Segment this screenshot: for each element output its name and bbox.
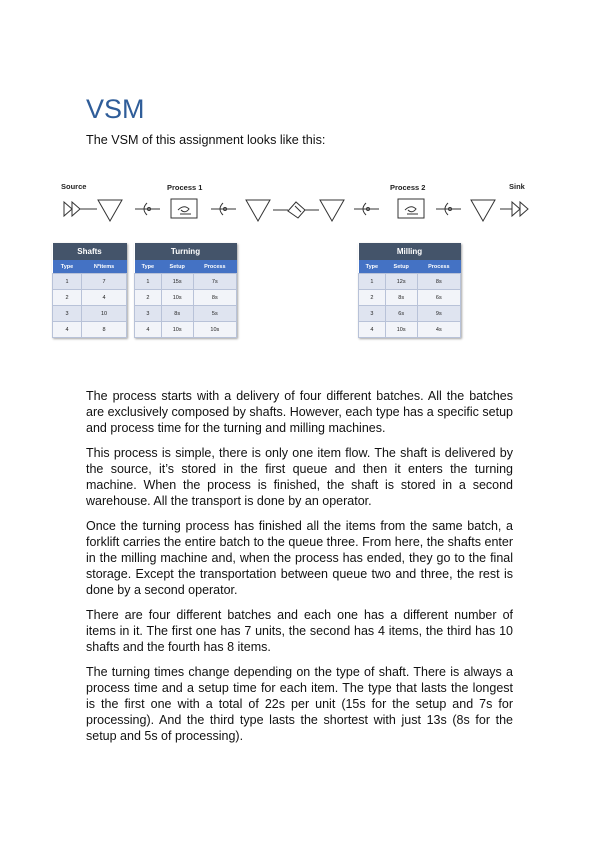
body-text <box>86 388 513 753</box>
source-label: Source <box>61 182 87 191</box>
column-header: Setup <box>161 260 193 274</box>
table-cell: 4 <box>82 290 127 306</box>
paragraph: The process starts with a delivery of four different batches. All the batches are exclusively composed by shafts. However, each type has a specific setup and process time for the turning and milling machines. <box>86 389 513 435</box>
table-cell: 2 <box>53 290 82 306</box>
source-icon <box>64 202 97 216</box>
queue-2-icon <box>246 200 270 221</box>
paragraph: The turning times change depending on the type of shaft. There is always a process time and a setup time for each item. The type that lasts the longest is the first one with a total of 22s per unit (15s for the setup and 7s for processing). And the third type lasts the shortest with just 13s (8s for the setup and 5s of processing). <box>86 665 513 743</box>
table-row <box>135 322 237 338</box>
column-header: Type <box>53 260 82 274</box>
intro-text: The VSM of this assignment looks like this: <box>86 133 326 147</box>
table-cell: 4s <box>417 322 460 338</box>
table-cell: 3 <box>53 306 82 322</box>
table-cell: 8s <box>385 290 417 306</box>
shafts-table <box>52 243 127 338</box>
table-cell: 3 <box>359 306 386 322</box>
queue-1-icon <box>98 200 122 221</box>
milling-table <box>358 243 461 338</box>
table-row <box>53 290 127 306</box>
table-cell: 10s <box>193 322 236 338</box>
table-cell: 4 <box>53 322 82 338</box>
table-cell: 9s <box>417 306 460 322</box>
queue-4-icon <box>471 200 495 221</box>
queue-3-icon <box>320 200 344 221</box>
column-header: Process <box>193 260 236 274</box>
turning-table-title: Turning <box>135 243 237 260</box>
sink-label: Sink <box>509 182 525 191</box>
table-cell: 5s <box>193 306 236 322</box>
table-row <box>359 274 461 290</box>
table-cell: 7 <box>82 274 127 290</box>
turning-machine-icon <box>171 199 197 218</box>
milling-machine-icon <box>398 199 424 218</box>
table-row <box>53 274 127 290</box>
shafts-table-title: Shafts <box>53 243 127 260</box>
table-row <box>135 306 237 322</box>
table-cell: 7s <box>193 274 236 290</box>
column-header: Type <box>135 260 162 274</box>
table-row <box>53 306 127 322</box>
table-cell: 10s <box>161 290 193 306</box>
table-cell: 8s <box>161 306 193 322</box>
paragraph: Once the turning process has finished all the items from the same batch, a forklift carries the entire batch to the queue three. From here, the shafts enter in the milling machine and, when the process has ended, they go to the final storage. Except the transportation between queue two and three, the rest is done by a second operator. <box>86 519 513 597</box>
table-row <box>135 290 237 306</box>
table-cell: 8 <box>82 322 127 338</box>
table-cell: 10 <box>82 306 127 322</box>
table-row <box>359 322 461 338</box>
table-cell: 6s <box>385 306 417 322</box>
table-row <box>359 290 461 306</box>
table-cell: 10s <box>385 322 417 338</box>
table-cell: 6s <box>417 290 460 306</box>
table-cell: 2 <box>359 290 386 306</box>
transport-arrow-4-icon <box>436 203 461 215</box>
table-cell: 4 <box>135 322 162 338</box>
page-title: VSM <box>86 94 145 125</box>
column-header: Type <box>359 260 386 274</box>
transport-arrow-1-icon <box>135 203 160 215</box>
table-cell: 15s <box>161 274 193 290</box>
table-row <box>135 274 237 290</box>
table-row <box>53 322 127 338</box>
forklift-icon <box>273 202 319 218</box>
sink-icon <box>500 202 528 216</box>
column-header: Nºitems <box>82 260 127 274</box>
table-cell: 4 <box>359 322 386 338</box>
transport-arrow-3-icon <box>354 203 379 215</box>
process2-label: Process 2 <box>390 183 426 192</box>
table-cell: 1 <box>359 274 386 290</box>
table-cell: 1 <box>135 274 162 290</box>
table-cell: 10s <box>161 322 193 338</box>
turning-table <box>134 243 237 338</box>
paragraph: There are four different batches and each one has a different number of items in it. The first one has 7 units, the second has 4 items, the third has 10 shafts and the fourth has 8 items. <box>86 608 513 654</box>
table-cell: 8s <box>417 274 460 290</box>
transport-arrow-2-icon <box>211 203 236 215</box>
paragraph: This process is simple, there is only one item flow. The shaft is delivered by the source, it’s stored in the first queue and then it enters the turning machine. When the process is finished, the shaft is stored in a second warehouse. All the transport is done by an operator. <box>86 446 513 508</box>
table-cell: 1 <box>53 274 82 290</box>
table-row <box>359 306 461 322</box>
vsm-flow-diagram <box>0 190 600 230</box>
table-cell: 12s <box>385 274 417 290</box>
table-cell: 2 <box>135 290 162 306</box>
table-cell: 8s <box>193 290 236 306</box>
column-header: Process <box>417 260 460 274</box>
table-cell: 3 <box>135 306 162 322</box>
process1-label: Process 1 <box>167 183 203 192</box>
milling-table-title: Milling <box>359 243 461 260</box>
column-header: Setup <box>385 260 417 274</box>
